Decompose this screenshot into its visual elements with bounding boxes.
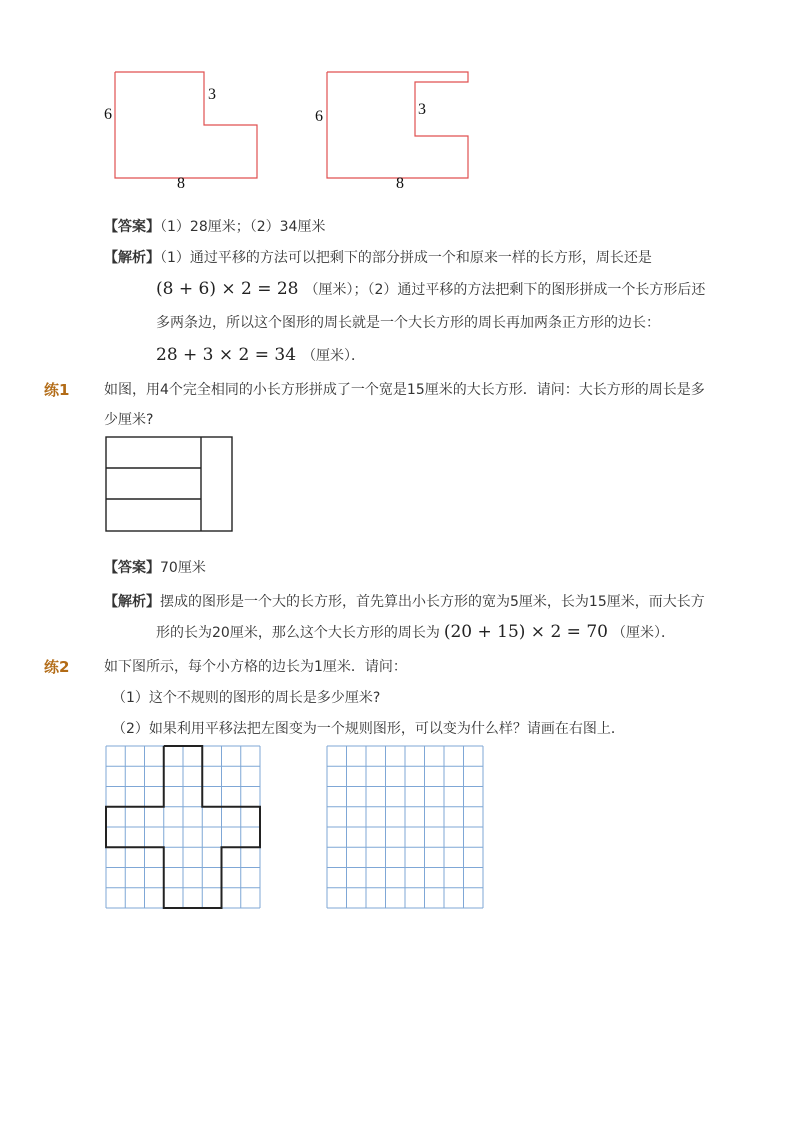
analysis-tag: 【解析】 [104,250,160,266]
analysis-text: （1）通过平移的方法可以把剩下的部分拼成一个和原来一样的长方形，周长还是 [160,250,652,266]
figure-l-shape [100,60,280,195]
analysis-1-line-2 [156,279,705,300]
answer-text: 70厘米 [160,560,206,576]
math-formula: (20 + 15) × 2 = 70 [443,622,608,642]
analysis-1-line-4 [156,345,365,366]
analysis-1-line-1 [104,248,652,268]
analysis-tag: 【解析】 [104,594,160,610]
figure-l-notch-label: 3 [208,86,216,103]
figure-l-side-label: 6 [104,106,112,123]
exercise-2-question-1: （1）这个不规则的图形的周长是多少厘米? [112,690,381,706]
exercise-2-question-2: （2）如果利用平移法把左图变为一个规则图形，可以变为什么样？请画在右图上． [112,721,625,737]
exercise-1-line-1: 如图，用4个完全相同的小长方形拼成了一个宽是15厘米的大长方形．请问：大长方形的周长是多 [104,382,705,398]
answer-tag: 【答案】 [104,219,160,235]
answer-1 [104,217,325,237]
grid-cross-shape [106,746,262,910]
analysis-text: （厘米）． [302,348,366,364]
analysis-text: （厘米）；（2）通过平移的方法把剩下的图形拼成一个长方形后还 [304,282,706,298]
figure-four-rectangles [100,432,240,536]
figure-l-bottom-label: 8 [177,175,185,192]
exercise-2-line-1: 如下图所示，每个小方格的边长为1厘米．请问： [104,659,407,675]
figure-notched-side-label: 6 [315,108,323,125]
math-formula: 28 + 3 × 2 = 34 [156,345,297,365]
answer-text: （1）28厘米；（2）34厘米 [160,219,326,235]
figure-notched-bottom-label: 8 [396,175,404,192]
analysis-1-line-3: 多两条边，所以这个图形的周长就是一个大长方形的周长再加两条正方形的边长： [156,315,660,331]
math-formula: (8 + 6) × 2 = 28 [156,279,299,299]
analysis-2-line-2 [156,622,675,643]
analysis-2-line-1 [104,592,705,612]
analysis-text: 摆成的图形是一个大的长方形，首先算出小长方形的宽为5厘米，长为15厘米，而大长方 [160,594,705,610]
grid-empty [327,746,485,910]
exercise-2-label: 练2 [44,658,70,676]
exercise-1-label: 练1 [44,381,70,399]
exercise-1-line-2: 少厘米? [104,412,154,428]
analysis-text: （厘米）． [611,625,675,641]
analysis-text: 形的长为20厘米，那么这个大长方形的周长为 [156,625,440,641]
answer-2 [104,558,206,578]
figure-notched-notch-label: 3 [418,101,426,118]
answer-tag: 【答案】 [104,560,160,576]
